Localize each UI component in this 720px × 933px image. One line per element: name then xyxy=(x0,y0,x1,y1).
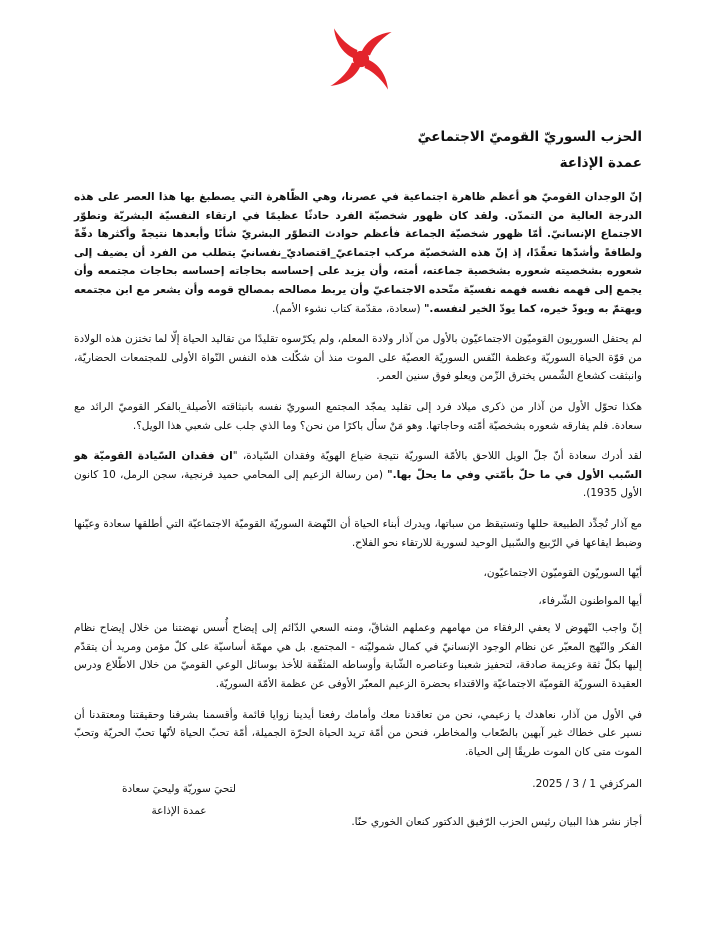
paragraph-4-intro: لقد أدرك سعادة أنّ جلّ الويل اللاحق بالأمّة السوريّة نتيجة ضياع الهويّة وفقدان السّيادة، " xyxy=(232,450,642,463)
paragraph-2: لم يحتفل السوريون القوميّون الاجتماعيّون بالأول من آذار ولادة المعلم، ولم يكرّسوه تقليدًا من تقاليد الحياة إلّا لما تختزن هذه الولادة من قوّة الحياة السوريّة وعظمة النّفس السوريّة العصيّة على الموت منذ أن شكّلت هذه النفس النّواة الأولى للمجتمعات الحضاريّة، وانبثقت كشعاع الشّمس يخترق الزّمن ويعلو فوق سنين العمر. xyxy=(74,333,642,383)
statement-date: المركزفي 1 / 3 / 2025. xyxy=(532,778,642,790)
paragraph-4-quote: ان فقدان السّيادة القوميّة هو السّبب الأول في ما حلّ بأمّتي وفي ما يحلّ بها." xyxy=(74,450,642,481)
paragraph-3: هكذا تحوّل الأول من آذار من ذكرى ميلاد فرد إلى تقليد يمجّد المجتمع السوريّ نفسه بانبثاقته الأصيلة_بالفكر القوميّ الرائد مع سعادة. فلم يفارقه شعوره بشخصيّة أمّته وحاجاتها. وهو مَنْ سأل باكرًا من نحن؟ وما الذي جلب على شعبي هذا الويل؟. xyxy=(74,400,642,432)
paragraph-4-source: (من رسالة الزعيم إلى المحامي حميد فرنجية، سجن الرمل، 10 كانون الأول 1935). xyxy=(74,468,642,500)
paragraph-4 xyxy=(74,447,642,503)
statement-body xyxy=(74,188,642,773)
letterhead xyxy=(418,124,642,176)
department-name: عمدة الإذاعة xyxy=(559,155,642,171)
signature-block xyxy=(74,778,284,822)
closing-slogan: لتحيَ سوريّة وليحيَ سعادة xyxy=(122,783,236,795)
salutation-2: أيها المواطنون الشّرفاء، xyxy=(538,594,642,607)
signing-department: عمدة الإذاعة xyxy=(151,805,207,817)
paragraph-1 xyxy=(74,188,642,318)
party-name: الحزب السوريّ القوميّ الاجتماعيّ xyxy=(417,129,642,145)
quote-bold: إنّ الوجدان القوميّ هو أعظم ظاهرة اجتماعية في عصرنا، وهي الظّاهرة التي يصطبغ بها هذا العصر على هذه الدرجة العالية من التمدّن. ولقد كان ظهور شخصيّة الفرد حادثًا عظيمًا في ارتقاء النفسيّة البشريّة وتطوّر الاجتماع الإنسانيّ. أمّا ظهور شخصيّة الجماعة فأعظم حوادث التطوّر البشريّ شأنًا وأبعدها نتيجةً وأكثرها دقّةً ولطافةً وأشدّها تعقّدًا، إذ إنّ هذه الشخصيّة مركب اجتماعيّ_اقتصاديّ_نفسانيّ يتطلب من الفرد أن يضيف إلى شعوره بشخصيته شعوره بشخصية جماعته، أمته، وأن يزيد على إحساسه بحاجاته إحساسه بحاجات مجتمعه وأن يجمع إلى فهمه نفسه فهمه نفسيّة متّحده الاجتماعيّ وأن يربط مصالحه بمصالح قومه وأن يشعر مع ابن مجتمعه ويهتمّ به ويودّ خيره، كما يودّ الخير لنفسه." xyxy=(74,191,642,315)
approval-note: أجاز نشر هذا البيان رئيس الحزب الرّفيق الدكتور كنعان الخوري حنّا. xyxy=(351,816,642,828)
paragraph-8: إنّ واجب النّهوض لا يعفي الرفقاء من مهامهم وعملهم الشاقّ، ومنه السعي الدّائم إلى إيضاح أُسس نهضتنا من خلال إيضاح نظام الفكر والنّهج المعبّر عن نظام الوجود الإنسانيّ في كمال شموليّته - المجتمع. بل هي مهمّة أساسيّة على كلّ مؤمن ومريد أن يتقدّم إليها بكلّ ثقة وعزيمة صادقة، لتحفيز شعبنا وعناصره الشّابة وأوساطه المثقّفة للأخذ بوسائل الوعي القوميّ من خلال الاطّلاع ودرس العقيدة السوريّة القوميّة الاجتماعيّة والاقتداء بحضرة الزعيم المعبّر الأوفى عن عظمة الأمّة السوريّة. xyxy=(74,622,642,691)
quote-source: (سعادة، مقدّمة كتاب نشوء الأمم). xyxy=(271,302,424,315)
salutation-1: أيّها السوريّون القوميّون الاجتماعيّون، xyxy=(483,567,642,580)
paragraph-5: مع آذار تُجدِّد الطبيعة حللها وتستيقظ من سباتها، ويدرك أبناء الحياة أن النّهضة السوريّة القوميّة الاجتماعيّة التي أطلقها سعادة وعيّنها وضبط ايقاعها في الرّبيع والسّبيل الوحيد لسورية للارتقاء نحو الفلاح. xyxy=(74,517,642,549)
ssnp-zawbaa-logo-icon xyxy=(316,14,406,104)
paragraph-9: في الأول من آذار، نعاهدك يا زعيمي، نحن من تعاقدنا معك وأمامك رفعنا أيدينا زوايا قائمة وأقسمنا بشرفنا وحقيقتنا ومعتقدنا أن نسير على خطاك غير آبهين بالصّعاب والمخاطر، فنحن من أمّة تريد الحياة الحرّة الجميلة، أمّة تحبّ الحياة لأنّها تحبّ الحريّة وتحبّ الموت متى كان الموت طريقًا إلى الحياة. xyxy=(74,708,642,758)
